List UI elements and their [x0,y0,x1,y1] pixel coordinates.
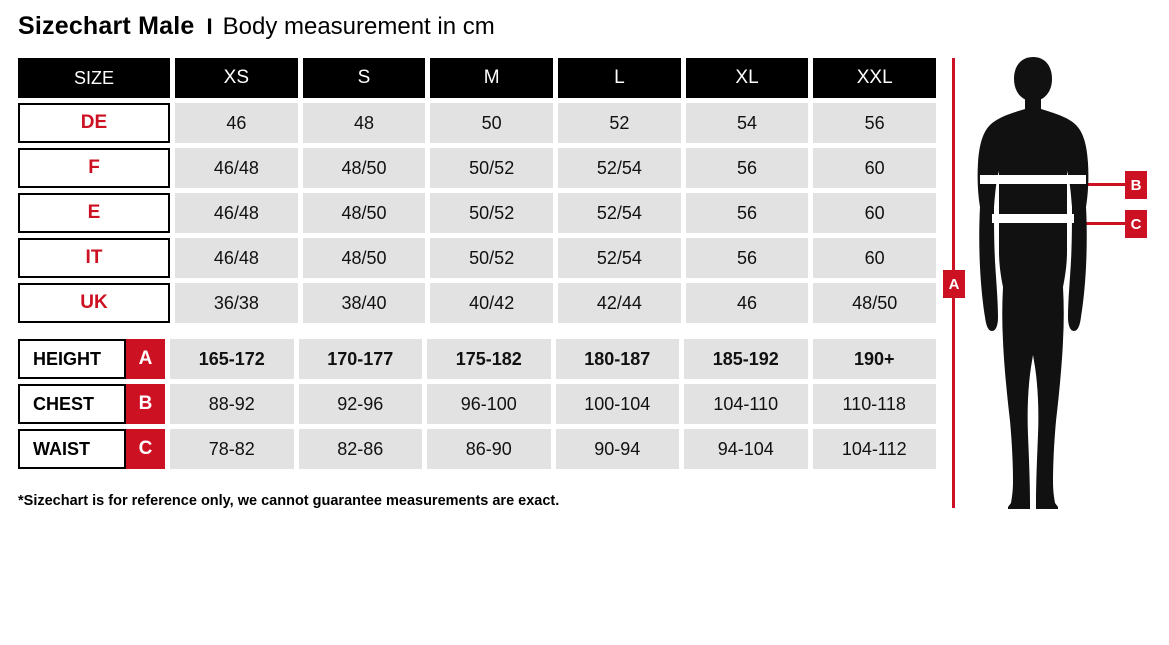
cell-de-xxl: 56 [813,103,936,143]
cell-de-s: 48 [303,103,426,143]
header-size-l: L [558,58,681,98]
cell-e-s: 48/50 [303,193,426,233]
row-label-waist: WAIST [18,429,126,469]
cell-height-xs: 165-172 [170,339,294,379]
cell-uk-s: 38/40 [303,283,426,323]
cell-uk-l: 42/44 [558,283,681,323]
cell-f-xxl: 60 [813,148,936,188]
table-row [18,384,936,424]
cell-it-xl: 56 [686,238,809,278]
cell-e-xxl: 60 [813,193,936,233]
table-row [18,238,936,278]
title-separator: I [206,14,213,39]
table-header-row [18,58,936,98]
header-size-m: M [430,58,553,98]
cell-height-s: 170-177 [299,339,423,379]
cell-uk-xl: 46 [686,283,809,323]
cell-height-l: 180-187 [556,339,680,379]
cell-waist-l: 90-94 [556,429,680,469]
cell-uk-xxl: 48/50 [813,283,936,323]
cell-e-l: 52/54 [558,193,681,233]
marker-badge-b: B [126,384,165,424]
cell-chest-xxl: 110-118 [813,384,937,424]
header-size-label: SIZE [18,58,170,98]
table-row [18,148,936,188]
cell-height-m: 175-182 [427,339,551,379]
figure-marker-c: C [1125,210,1147,238]
cell-it-l: 52/54 [558,238,681,278]
cell-it-s: 48/50 [303,238,426,278]
row-label-height: HEIGHT [18,339,126,379]
table-row [18,103,936,143]
row-label-f: F [18,148,170,188]
cell-e-m: 50/52 [430,193,553,233]
cell-de-m: 50 [430,103,553,143]
cell-it-xs: 46/48 [175,238,298,278]
cell-f-m: 50/52 [430,148,553,188]
cell-chest-xs: 88-92 [170,384,294,424]
table-row [18,339,936,379]
cell-chest-s: 92-96 [299,384,423,424]
cell-de-xl: 54 [686,103,809,143]
page-title [18,12,495,41]
cell-height-xxl: 190+ [813,339,937,379]
figure-marker-b: B [1125,171,1147,199]
header-size-s: S [303,58,426,98]
cell-uk-xs: 36/38 [175,283,298,323]
cell-it-xxl: 60 [813,238,936,278]
figure-marker-a: A [943,270,965,298]
table-row [18,193,936,233]
cell-f-xl: 56 [686,148,809,188]
header-size-xl: XL [686,58,809,98]
sizechart-table [18,58,936,474]
row-label-it: IT [18,238,170,278]
cell-f-xs: 46/48 [175,148,298,188]
cell-waist-m: 86-90 [427,429,551,469]
marker-badge-c: C [126,429,165,469]
body-figure [940,55,1155,510]
cell-waist-s: 82-86 [299,429,423,469]
cell-height-xl: 185-192 [684,339,808,379]
marker-badge-a: A [126,339,165,379]
cell-de-l: 52 [558,103,681,143]
cell-e-xl: 56 [686,193,809,233]
cell-waist-xxl: 104-112 [813,429,937,469]
cell-waist-xs: 78-82 [170,429,294,469]
title-main: Sizechart Male [18,12,195,40]
title-subtitle: Body measurement in cm [222,13,495,40]
row-label-uk: UK [18,283,170,323]
footnote: *Sizechart is for reference only, we cannot guarantee measurements are exact. [18,493,560,509]
cell-de-xs: 46 [175,103,298,143]
cell-f-l: 52/54 [558,148,681,188]
header-size-xxl: XXL [813,58,936,98]
cell-it-m: 50/52 [430,238,553,278]
cell-waist-xl: 94-104 [684,429,808,469]
cell-f-s: 48/50 [303,148,426,188]
cell-e-xs: 46/48 [175,193,298,233]
header-size-xs: XS [175,58,298,98]
cell-chest-xl: 104-110 [684,384,808,424]
table-row [18,283,936,323]
cell-chest-m: 96-100 [427,384,551,424]
cell-uk-m: 40/42 [430,283,553,323]
row-label-e: E [18,193,170,233]
male-silhouette-icon [968,55,1098,510]
table-row [18,429,936,469]
cell-chest-l: 100-104 [556,384,680,424]
row-label-de: DE [18,103,170,143]
row-label-chest: CHEST [18,384,126,424]
